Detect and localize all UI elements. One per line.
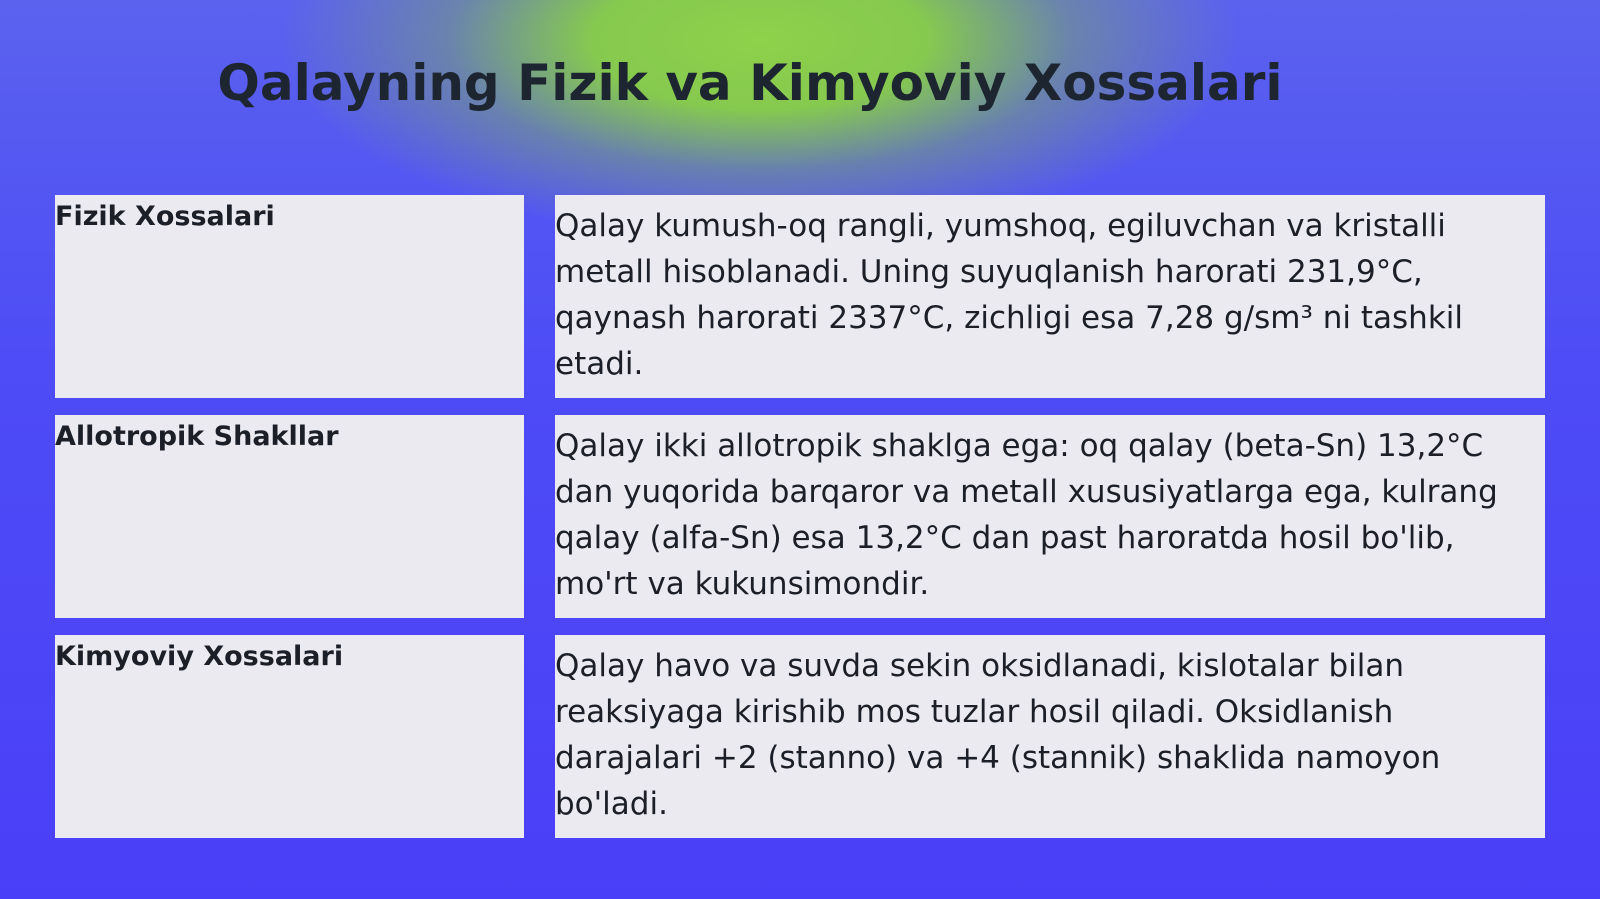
row-label: Kimyoviy Xossalari	[55, 641, 344, 672]
row-description: Qalay havo va suvda sekin oksidlanadi, kislotalar bilan reaksiyaga kirishib mos tuzlar hosil qiladi. Oksidlanish darajalari +2 (stanno) va +4 (stannik) shaklida namoyon bo'ladi.	[555, 648, 1441, 822]
table-row-chemical	[55, 635, 1545, 838]
description-cell	[555, 415, 1545, 618]
row-label: Allotropik Shakllar	[55, 421, 339, 452]
description-cell	[555, 195, 1545, 398]
description-cell	[555, 635, 1545, 838]
slide-title: Qalayning Fizik va Kimyoviy Xossalari	[217, 54, 1283, 112]
row-description: Qalay kumush-oq rangli, yumshoq, egiluvchan va kristalli metall hisoblanadi. Uning suyuqlanish harorati 231,9°C, qaynash harorati 2337°C, zichligi esa 7,28 g/sm³ ni tashkil etadi.	[555, 208, 1463, 382]
properties-table	[55, 195, 1545, 855]
row-label: Fizik Xossalari	[55, 201, 275, 232]
table-row-allotropes	[55, 415, 1545, 618]
label-cell	[55, 195, 524, 398]
table-row-physical	[55, 195, 1545, 398]
label-cell	[55, 635, 524, 838]
row-description: Qalay ikki allotropik shaklga ega: oq qalay (beta-Sn) 13,2°C dan yuqorida barqaror va metall xususiyatlarga ega, kulrang qalay (alfa-Sn) esa 13,2°C dan past haroratda hosil bo'lib, mo'rt va kukunsimondir.	[555, 428, 1498, 602]
label-cell	[55, 415, 524, 618]
